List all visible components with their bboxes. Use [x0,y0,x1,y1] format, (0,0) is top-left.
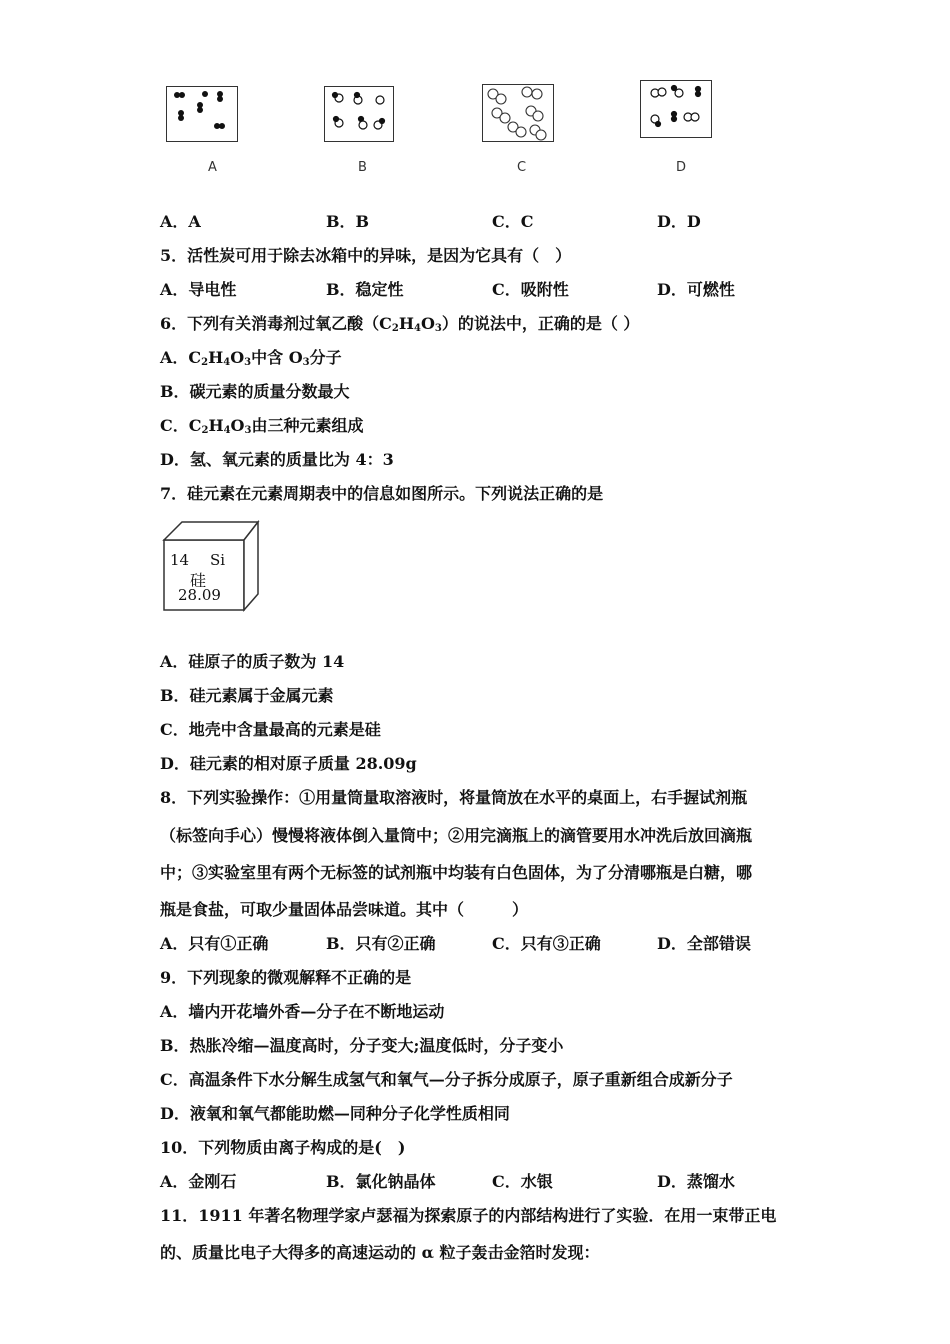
q4-option-c: C．C [492,212,534,231]
element-symbol: Si [210,551,226,569]
q6-a-o3-sub: 3 [302,357,310,368]
q6-a-h: H [208,348,224,367]
q6-c-sub-2: 2 [201,425,209,436]
q10-option-c: C．水银 [492,1172,553,1191]
q9-option-a: A．墙内开花墙外香—分子在不断地运动 [160,1002,445,1021]
q9-option-c: C．高温条件下水分解生成氢气和氧气—分子拆分成原子，原子重新组合成新分子 [160,1070,733,1089]
figure-a-label: A [208,160,217,175]
q6-stem [160,314,639,339]
q5-option-a: A．导电性 [160,280,237,299]
q9-option-d: D．液氧和氧气都能助燃—同种分子化学性质相同 [160,1104,510,1123]
q10-stem: 10．下列物质由离子构成的是( ) [160,1138,406,1157]
q6-a-sub-2: 2 [201,357,209,368]
q6-stem-post: ）的说法中，正确的是（ ） [441,314,640,333]
q4-option-b: B．B [326,212,370,231]
q5-option-d: D．可燃性 [657,280,735,299]
q6-a-sub-3: 3 [244,357,252,368]
q10-option-b: B．氯化钠晶体 [326,1172,436,1191]
q8-option-b: B．只有②正确 [326,934,436,953]
q6-sub-4: 4 [413,323,421,334]
q5-option-b: B．稳定性 [326,280,404,299]
q4-option-a: A．A [160,212,201,231]
q6-a-o: O [230,348,245,367]
figure-d-molecules [641,81,711,137]
q8-line-3: 中；③实验室里有两个无标签的试剂瓶中均装有白色固体，为了分清哪瓶是白糖，哪 [160,863,753,882]
figure-d-label: D [676,160,687,175]
q11-line-2: 的、质量比电子大得多的高速运动的 α 粒子轰击金箔时发现： [160,1243,600,1262]
figure-c-label: C [517,160,527,175]
q6-option-b: B．碳元素的质量分数最大 [160,382,350,401]
q6-c-pre: C．C [160,416,202,435]
q7-stem: 7．硅元素在元素周期表中的信息如图所示。下列说法正确的是 [160,484,604,503]
figure-b-box [324,86,394,142]
q6-c-sub-3: 3 [244,425,252,436]
figure-a-molecules [167,87,237,141]
element-name: 硅 [190,571,207,590]
q6-h: H [398,314,414,333]
element-mass: 28.09 [178,586,221,604]
q8-option-d: D．全部错误 [657,934,751,953]
q4-option-d: D．D [657,212,701,231]
element-number: 14 [170,551,190,569]
q6-sub-3: 3 [434,323,442,334]
q9-option-b: B．热胀冷缩—温度高时，分子变大;温度低时，分子变小 [160,1036,564,1055]
q6-c-post: 由三种元素组成 [251,416,364,435]
q5-stem: 5．活性炭可用于除去冰箱中的异味，是因为它具有（ ） [160,246,572,265]
q7-option-a: A．硅原子的质子数为 14 [160,652,345,671]
figure-c-box [482,84,554,142]
q6-a-sub-4: 4 [223,357,231,368]
q6-c-h: H [208,416,224,435]
figure-d-box [640,80,712,138]
q8-line-2: （标签向手心）慢慢将液体倒入量筒中；②用完滴瓶上的滴管要用水冲洗后放回滴瓶 [160,826,753,845]
q9-stem: 9．下列现象的微观解释不正确的是 [160,968,412,987]
q7-option-d: D．硅元素的相对原子质量 28.09g [160,754,417,773]
q8-line-1: 8．下列实验操作：①用量筒量取溶液时，将量筒放在水平的桌面上，右手握试剂瓶 [160,788,748,807]
q6-sub-2: 2 [391,323,399,334]
q6-c-sub-4: 4 [223,425,231,436]
q6-o: O [420,314,435,333]
q10-option-d: D．蒸馏水 [657,1172,735,1191]
q6-a-pre: A．C [160,348,202,367]
q6-a-post: 中含 O [251,348,303,367]
q8-option-a: A．只有①正确 [160,934,269,953]
q7-option-b: B．硅元素属于金属元素 [160,686,334,705]
q8-option-c: C．只有③正确 [492,934,601,953]
q6-option-c [160,416,363,441]
figure-b-molecules [325,87,393,141]
q5-option-c: C．吸附性 [492,280,569,299]
q6-option-a [160,348,342,373]
q6-stem-pre: 6．下列有关消毒剂过氧乙酸（C [160,314,392,333]
q6-option-d: D．氢、氧元素的质量比为 4：3 [160,450,394,469]
q10-option-a: A．金刚石 [160,1172,237,1191]
figure-a-box [166,86,238,142]
figure-c-molecules [483,85,553,141]
q11-line-1: 11．1911 年著名物理学家卢瑟福为探索原子的内部结构进行了实验．在用一束带正电 [160,1206,777,1225]
q6-a-end: 分子 [309,348,342,367]
q6-c-o: O [230,416,245,435]
q8-line-4: 瓶是食盐，可取少量固体品尝味道。其中（ ） [160,900,529,919]
figure-b-label: B [358,160,367,175]
element-card-silicon [162,518,260,613]
q7-option-c: C．地壳中含量最高的元素是硅 [160,720,381,739]
